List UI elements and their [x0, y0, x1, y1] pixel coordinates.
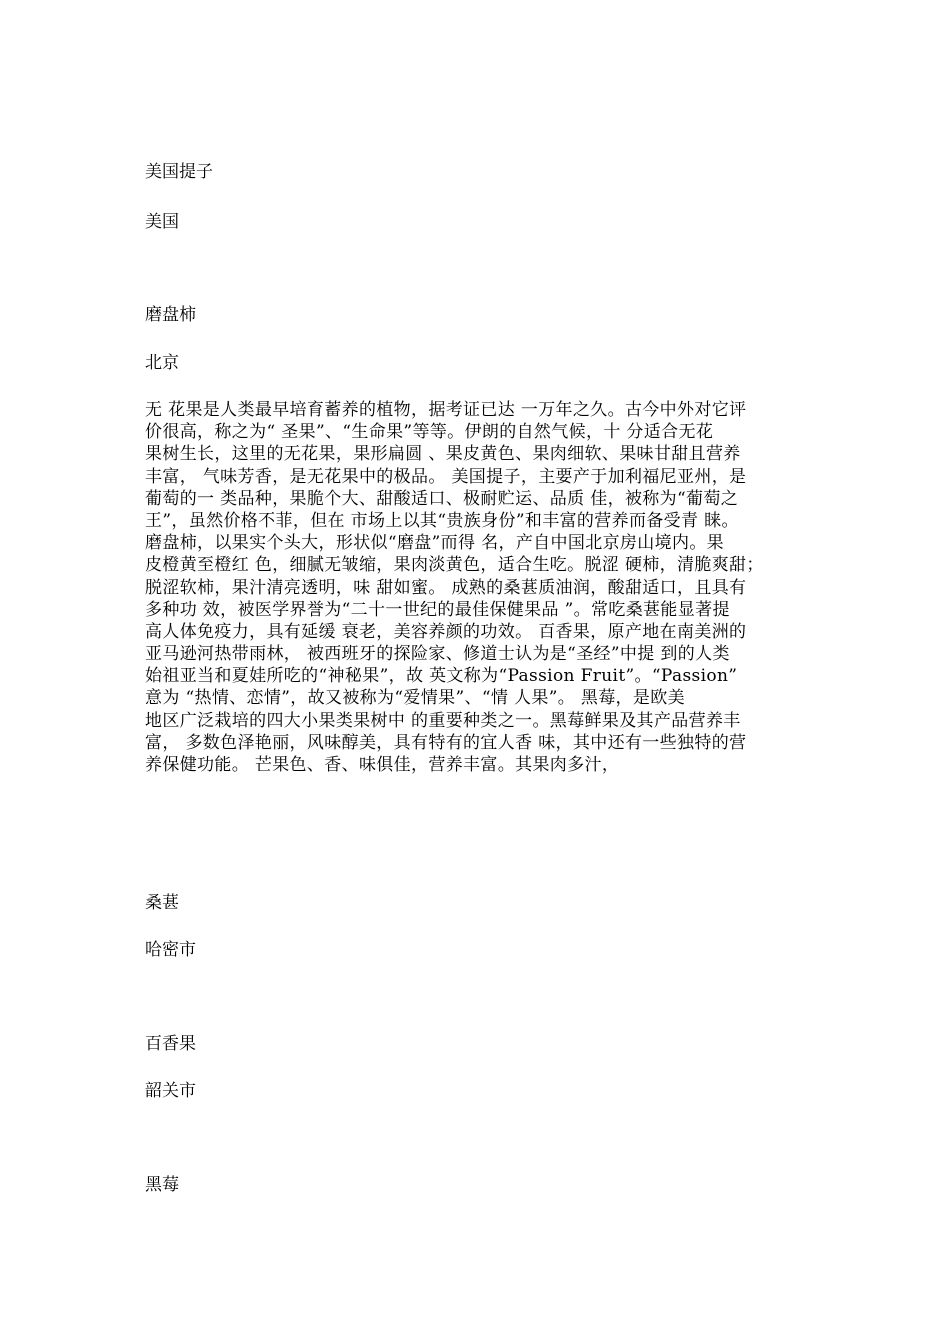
paragraph-line: 始祖亚当和夏娃所吃的“神秘果”，故 英文称为“Passion Fruit”。“Passion”	[145, 666, 738, 687]
paragraph-line: 亚马逊河热带雨林， 被西班牙的探险家、修道士认为是“圣经”中提 到的人类	[145, 644, 730, 665]
entry-origin-passion-fruit: 韶关市	[145, 1081, 196, 1101]
paragraph-line: 养保健功能。 芒果色、香、味俱佳，营养丰富。其果肉多汁，	[145, 755, 620, 775]
paragraph-line: 富， 多数色泽艳丽，风味醇美，具有特有的宜人香 味，其中还有一些独特的营	[145, 732, 747, 753]
paragraph-line: 地区广泛栽培的四大小果类果树中 的重要种类之一。黑莓鲜果及其产品营养丰	[145, 710, 741, 731]
entry-origin-mopan-persimmon: 北京	[145, 353, 179, 373]
paragraph-line: 价很高，称之为“ 圣果”、“生命果”等等。伊朗的自然气候，十 分适合无花	[145, 422, 714, 443]
entry-origin-mulberry: 哈密市	[145, 940, 196, 960]
entry-name-blackberry: 黑莓	[145, 1175, 179, 1195]
paragraph-line: 脱涩软柿，果汁清亮透明，味 甜如蜜。 成熟的桑葚质油润，酸甜适口，且具有	[145, 577, 747, 598]
entry-name-passion-fruit: 百香果	[145, 1034, 196, 1054]
entry-name-mulberry: 桑葚	[145, 893, 179, 913]
paragraph-line: 高人体免疫力，具有延缓 衰老，美容养颜的功效。 百香果，原产地在南美洲的	[145, 621, 747, 642]
paragraph-line: 多种功 效，被医学界誉为“二十一世纪的最佳保健果品 ”。常吃桑葚能显著提	[145, 599, 730, 620]
paragraph-line: 意为 “热情、恋情”，故又被称为“爱情果”、“情 人果”。 黑莓，是欧美	[145, 688, 685, 709]
paragraph-line: 丰富， 气味芳香，是无花果中的极品。 美国提子，主要产于加利福尼亚州，是	[145, 466, 747, 487]
paragraph-line: 果树生长，这里的无花果，果形扁圆 、果皮黄色、果肉细软、果味甘甜且营养	[145, 444, 741, 465]
paragraph-line: 葡萄的一 类品种，果脆个大、甜酸适口、极耐贮运、品质 佳，被称为“葡萄之	[145, 488, 739, 509]
paragraph-line: 无 花果是人类最早培育蓄养的植物，据考证已达 一万年之久。古今中外对它评	[145, 400, 747, 420]
paragraph-line: 皮橙黄至橙红 色，细腻无皱缩，果肉淡黄色，适合生吃。脱涩 硬柿，清脆爽甜；	[145, 555, 764, 576]
paragraph-line: 王”，虽然价格不菲，但在 市场上以其“贵族身份”和丰富的营养而备受青 睐。	[145, 510, 739, 531]
entry-name-mopan-persimmon: 磨盘柿	[145, 305, 196, 325]
paragraph-line: 磨盘柿，以果实个头大，形状似“磨盘”而得 名，产自中国北京房山境内。果	[145, 533, 725, 554]
entry-name-us-grapes: 美国提子	[145, 162, 213, 182]
entry-origin-us-grapes: 美国	[145, 212, 179, 232]
description-paragraph	[145, 399, 815, 776]
